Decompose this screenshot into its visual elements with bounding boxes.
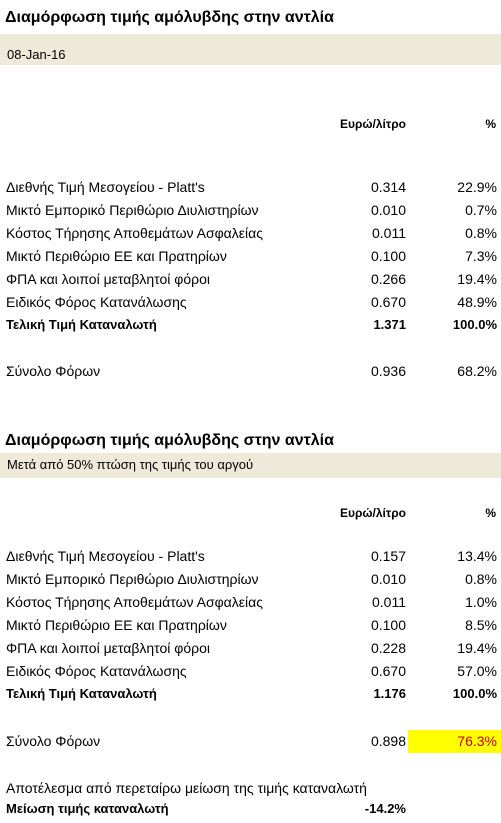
table-row — [0, 222, 501, 244]
row-value: 0.100 — [370, 248, 406, 264]
row-value: 0.011 — [372, 225, 406, 241]
result-row — [0, 798, 501, 820]
result-note: Αποτέλεσμα από περεταίρω μείωση της τιμής καταναλωτή — [6, 780, 367, 796]
table-row — [0, 591, 501, 613]
table-row — [0, 568, 501, 590]
row-value: 0.010 — [370, 571, 406, 587]
section2-col-value-header: Ευρώ/λίτρο — [340, 506, 406, 520]
row-pct: 0.7% — [465, 202, 497, 218]
section2-col-pct-header: % — [485, 506, 496, 520]
row-pct: 8.5% — [465, 617, 497, 633]
section2-subtitle: Μετά από 50% πτώση της τιμής του αργού — [7, 457, 254, 472]
table-row — [0, 199, 501, 221]
section1-date: 08-Jan-16 — [7, 47, 66, 62]
table-row — [0, 176, 501, 198]
table-row — [0, 291, 501, 313]
table-row — [0, 660, 501, 682]
row-pct: 0.8% — [465, 571, 497, 587]
row-pct: 1.0% — [465, 594, 497, 610]
table-row — [0, 637, 501, 659]
table-row — [0, 545, 501, 567]
row-value: 0.157 — [370, 548, 406, 564]
result-value: -14.2% — [364, 801, 406, 816]
total-value: 1.176 — [373, 686, 406, 701]
row-label: Μικτό Εμπορικό Περιθώριο Διυλιστηρίων — [6, 571, 259, 587]
row-label: Μικτό Εμπορικό Περιθώριο Διυλιστηρίων — [6, 202, 259, 218]
row-value: 0.100 — [370, 617, 406, 633]
row-label: Μικτό Περιθώριο ΕΕ και Πρατηρίων — [6, 617, 227, 633]
taxes-row — [0, 360, 501, 382]
section1-col-value-header: Ευρώ/λίτρο — [340, 117, 406, 131]
row-value: 0.011 — [372, 594, 406, 610]
row-pct: 19.4% — [457, 271, 497, 287]
taxes-label: Σύνολο Φόρων — [6, 363, 101, 379]
row-pct: 22.9% — [457, 179, 497, 195]
row-label: Ειδικός Φόρος Κατανάλωσης — [6, 294, 187, 310]
table-row — [0, 614, 501, 636]
row-pct: 19.4% — [457, 640, 497, 656]
row-value: 0.010 — [370, 202, 406, 218]
total-label: Τελική Τιμή Καταναλωτή — [6, 686, 157, 701]
total-label: Τελική Τιμή Καταναλωτή — [6, 317, 157, 332]
row-label: Ειδικός Φόρος Κατανάλωσης — [6, 663, 187, 679]
row-label: Διεθνής Τιμή Μεσογείου - Platt's — [6, 179, 205, 195]
taxes-pct-highlighted: 76.3% — [457, 733, 497, 749]
section2-title: Διαμόρφωση τιμής αμόλυβδης στην αντλία — [5, 432, 334, 449]
row-value: 0.670 — [370, 294, 406, 310]
table-row — [0, 245, 501, 267]
total-pct: 100.0% — [452, 686, 497, 701]
row-pct: 13.4% — [457, 548, 497, 564]
row-pct: 0.8% — [465, 225, 497, 241]
result-label: Μείωση τιμής καταναλωτή — [6, 801, 169, 816]
row-label: Διεθνής Τιμή Μεσογείου - Platt's — [6, 548, 205, 564]
row-value: 0.314 — [370, 179, 406, 195]
row-label: ΦΠΑ και λοιποί μεταβλητοί φόροι — [6, 271, 211, 287]
row-label: Μικτό Περιθώριο ΕΕ και Πρατηρίων — [6, 248, 227, 264]
section1-col-pct-header: % — [485, 117, 496, 131]
total-row — [0, 314, 501, 336]
row-label: Κόστος Τήρησης Αποθεμάτων Ασφαλείας — [6, 594, 263, 610]
taxes-pct: 68.2% — [457, 363, 497, 379]
taxes-row — [0, 730, 501, 752]
section2-subtitle-band — [0, 453, 501, 478]
row-value: 0.266 — [370, 271, 406, 287]
total-pct: 100.0% — [452, 317, 497, 332]
row-pct: 57.0% — [457, 663, 497, 679]
total-row — [0, 683, 501, 705]
row-label: Κόστος Τήρησης Αποθεμάτων Ασφαλείας — [6, 225, 263, 241]
total-value: 1.371 — [373, 317, 406, 332]
row-label: ΦΠΑ και λοιποί μεταβλητοί φόροι — [6, 640, 211, 656]
row-pct: 7.3% — [465, 248, 497, 264]
taxes-value: 0.898 — [370, 733, 406, 749]
row-value: 0.228 — [370, 640, 406, 656]
table-row — [0, 268, 501, 290]
row-pct: 48.9% — [457, 294, 497, 310]
taxes-value: 0.936 — [370, 363, 406, 379]
taxes-label: Σύνολο Φόρων — [6, 733, 101, 749]
section1-title: Διαμόρφωση τιμής αμόλυβδης στην αντλία — [5, 9, 334, 26]
row-value: 0.670 — [370, 663, 406, 679]
section1-subtitle-band — [0, 34, 501, 65]
